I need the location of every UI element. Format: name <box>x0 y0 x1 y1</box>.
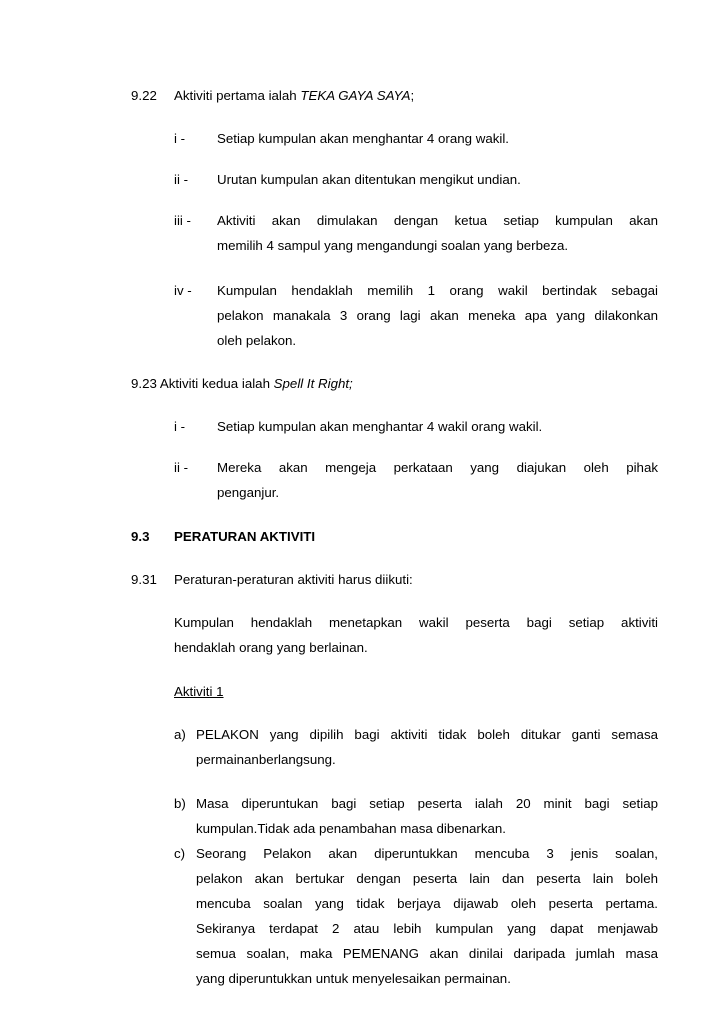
list-item-line: semua soalan, maka PEMENANG akan dinilai daripada jumlah masa <box>196 946 658 961</box>
heading-italic-text: TEKA GAYA SAYA <box>300 88 411 103</box>
section-heading-line <box>174 88 414 104</box>
list-item-line: yang diperuntukkan untuk menyelesaikan permainan. <box>196 971 511 986</box>
list-item-line: Mereka akan mengeja perkataan yang diajukan oleh pihak <box>217 460 658 475</box>
heading-text: Aktiviti pertama ialah <box>174 88 301 103</box>
list-item-line: permainanberlangsung. <box>196 752 336 767</box>
list-marker: ii - <box>174 460 189 475</box>
list-item-line: Aktiviti akan dimulakan dengan ketua setiap kumpulan akan <box>217 213 658 228</box>
list-item-line: pelakon akan bertukar dengan peserta lain dan peserta lain boleh <box>196 871 658 886</box>
list-item-line: Setiap kumpulan akan menghantar 4 wakil orang wakil. <box>217 419 543 434</box>
list-item-line: PELAKON yang dipilih bagi aktiviti tidak boleh ditukar ganti semasa <box>196 727 658 742</box>
list-marker: iv - <box>174 283 192 298</box>
list-marker: iii - <box>174 213 191 228</box>
list-item-line: Masa diperuntukan bagi setiap peserta ialah 20 minit bagi setiap <box>196 796 658 811</box>
list-item-line: Sekiranya terdapat 2 atau lebih kumpulan yang dapat menjawab <box>196 921 658 936</box>
list-marker: c) <box>174 846 186 861</box>
heading-italic-text: Spell It Right; <box>273 376 353 391</box>
list-item-line: memilih 4 sampul yang mengandungi soalan yang berbeza. <box>217 238 569 253</box>
section-number: 9.31 <box>131 572 157 587</box>
list-item-line: pelakon manakala 3 orang lagi akan meneka apa yang dilakonkan <box>217 308 658 323</box>
section-heading-line <box>131 376 353 392</box>
list-item-line: mencuba soalan yang tidak berjaya dijawab oleh peserta pertama. <box>196 896 658 911</box>
list-item-line: kumpulan.Tidak ada penambahan masa dibenarkan. <box>196 821 506 836</box>
paragraph-line: Kumpulan hendaklah menetapkan wakil peserta bagi setiap aktiviti <box>174 615 658 630</box>
list-marker: i - <box>174 419 186 434</box>
list-marker: b) <box>174 796 186 811</box>
list-marker: a) <box>174 727 186 742</box>
heading-text: 9.23 Aktiviti kedua ialah <box>131 376 274 391</box>
list-item-line: oleh pelakon. <box>217 333 297 348</box>
list-item-line: Setiap kumpulan akan menghantar 4 orang wakil. <box>217 131 509 146</box>
section-title: PERATURAN AKTIVITI <box>174 529 316 544</box>
paragraph-line: hendaklah orang yang berlainan. <box>174 640 368 655</box>
list-item-line: Seorang Pelakon akan diperuntukkan mencuba 3 jenis soalan, <box>196 846 658 861</box>
list-item-line: Kumpulan hendaklah memilih 1 orang wakil bertindak sebagai <box>217 283 658 298</box>
list-item-line: Urutan kumpulan akan ditentukan mengikut undian. <box>217 172 521 187</box>
section-number: 9.3 <box>131 529 150 544</box>
list-item-line: penganjur. <box>217 485 280 500</box>
section-number: 9.22 <box>131 88 157 103</box>
section-text: Peraturan-peraturan aktiviti harus diikuti: <box>174 572 413 587</box>
subheading: Aktiviti 1 <box>174 684 224 699</box>
heading-text-end: ; <box>410 88 415 103</box>
list-marker: ii - <box>174 172 189 187</box>
list-marker: i - <box>174 131 186 146</box>
